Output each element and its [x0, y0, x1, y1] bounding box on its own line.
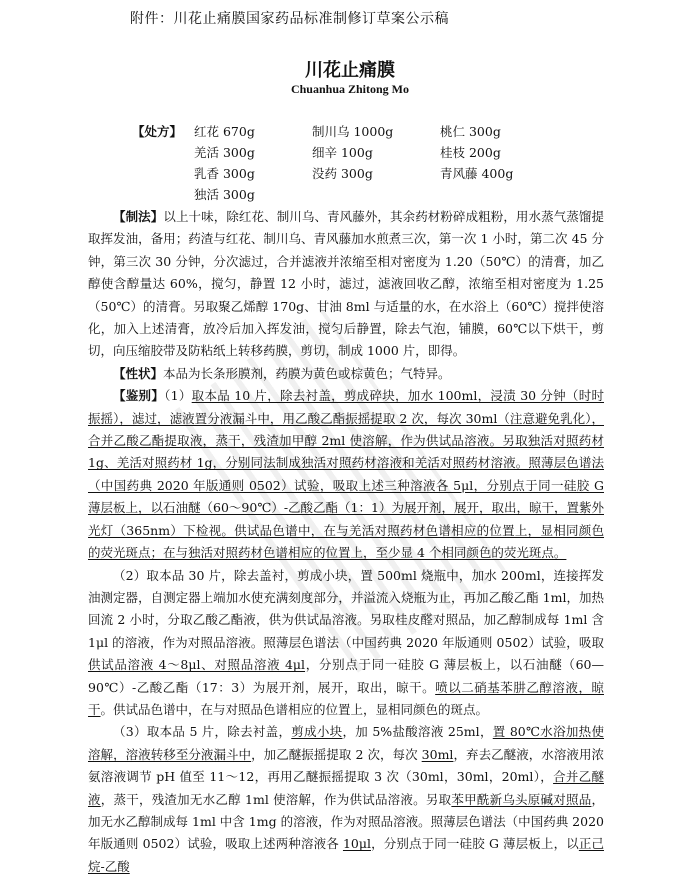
id3-text: ，加乙醚振摇提取 2 次，每次: [251, 746, 422, 762]
id3-text: （3）取本品 5 片，除去衬盖，: [113, 724, 292, 740]
formula-item: 独活 300g: [194, 187, 255, 202]
id2-text: ，分别点于同一硅胶 G 薄层板上，以石油醚（60—90℃）-乙酸乙酯（17：3）为展开剂，展开，取出，晾干。: [88, 657, 604, 695]
formula-item: 细辛 100g: [312, 145, 373, 160]
character-text: 本品为长条形膜剂，药膜为黄色或棕黄色；气特异。: [163, 365, 451, 381]
id3-underlined: 正己烷-乙酸: [88, 836, 604, 874]
formula-item: 桃仁 300g: [440, 124, 501, 139]
id3-text: ，蒸干，残渣加无水乙醇 1ml 使溶解，作为供试品溶液。另取: [100, 791, 452, 807]
id3-underlined: 剪成小块: [291, 724, 343, 740]
id1-text: 取本品 10 片，除去衬盖，剪成碎块，加水 100ml，浸渍 30 分钟（时时振摇），滤过，滤液置分液漏斗中，用乙酸乙酯振摇提取 2 次，每次 30ml（注意避免乳化），合并乙酸乙酯提取液，蒸干，残渣加甲醇 2ml 使溶解，作为供试品溶液。另取独活对照药材 1g、羌活对照药材 1g，分别同法制成独活对照药材溶液和羌活对照药材溶液。照薄层色谱法（中国药典 2020 年版通则 0502）试验，吸取上述三种溶液各 5μl，分别点于同一硅胶 G 薄层板上，以石油醚（60～90℃）-乙酸乙酯（1：1）为展开剂，展开，取出，晾干，置紫外光灯（365nm）下检视。供试品色谱中，在与羌活对照药材色谱相应的位置上，显相同颜色的荧光斑点；在与独活对照药材色谱相应的位置上，至少显 4 个相同颜色的荧光斑点。: [88, 388, 604, 561]
id3-underlined: 10μl: [342, 836, 371, 852]
id3-text: ，加 5%盐酸溶液 25ml，: [342, 724, 493, 740]
formula-item: 桂枝 200g: [440, 145, 501, 160]
id1-number: （1）: [164, 388, 192, 404]
preparation-paragraph: [88, 206, 604, 363]
id2-text: 。供试品色谱中，在与对照品色谱相应的位置上，显相同颜色的斑点。: [100, 701, 489, 717]
formula-item: 红花 670g: [194, 124, 255, 139]
id3-text: ，分别点于同一硅胶 G 薄层板上，以: [370, 836, 579, 852]
id2-underlined: 喷以二硝基苯肼乙醇溶液，晾干: [88, 679, 604, 717]
monograph-body: [88, 206, 604, 878]
formula-item: 乳香 300g: [194, 166, 255, 181]
character-label: 【性状】: [113, 365, 164, 381]
page-subtitle: Chuanhua Zhitong Mo: [290, 82, 410, 96]
id2-underlined: 供试品溶液 4～8μl、对照品溶液 4μl: [88, 657, 306, 673]
formula-label: 【处方】: [132, 124, 183, 139]
identification-label: 【鉴别】: [113, 388, 165, 404]
id3-underlined: 置 80℃水浴加热使溶解，溶液转移至分液漏斗中: [88, 724, 604, 762]
id3-text: ，加无水乙醇制成每 1ml 中含 1mg 的溶液，作为对照品溶液。照薄层色谱法（中国药典 2020 年版通则 0502）试验，吸取上述两种溶液各: [88, 791, 604, 852]
identification-paragraph-2: [88, 565, 604, 722]
formula-item: 羌活 300g: [194, 145, 255, 160]
preparation-label: 【制法】: [113, 209, 164, 224]
identification-paragraph-1: [88, 385, 604, 564]
identification-paragraph-3: [88, 721, 604, 878]
id3-underlined: 苯甲酰新乌头原碱对照品: [451, 791, 592, 807]
character-paragraph: [88, 363, 604, 385]
attachment-header: 附件：川花止痛膜国家药品标准制修订草案公示稿: [130, 11, 449, 27]
id3-underlined: 30ml: [421, 746, 454, 762]
formula-item: 没药 300g: [312, 166, 373, 181]
formula-item: 青风藤 400g: [440, 166, 514, 181]
id3-text: ，弃去乙醚液，水溶液用浓氨溶液调节 pH 值至 11～12，再用乙醚振摇提取 3 次（30ml，30ml，20ml），: [88, 746, 604, 785]
page-title: 川花止痛膜: [305, 60, 395, 81]
preparation-text: 以上十味，除红花、制川乌、青风藤外，其余药材粉碎成粗粉，用水蒸气蒸馏提取挥发油，备用；药渣与红花、制川乌、青风藤加水煎煮三次，第一次 1 小时，第二次 45 分钟，第三次 30 分钟，分次滤过，合并滤液并浓缩至相对密度为 1.20（50℃）的清膏，加乙醇使含醇量达 60%，搅匀，静置 12 小时，滤过，滤液回收乙醇，浓缩至相对密度为 1.25（50℃）的清膏。另取聚乙烯醇 170g、甘油 8ml 与适量的水，在水浴上（60℃）搅拌使溶化，加入上述清膏，放冷后加入挥发油，搅匀后静置，除去气泡，铺膜，60℃以下烘干，剪切，向压缩胶带及防粘纸上转移药膜，剪切，制成 1000 片，即得。: [88, 209, 604, 359]
formula-item: 制川乌 1000g: [312, 124, 394, 139]
id2-text: （2）取本品 30 片，除去盖衬，剪成小块，置 500ml 烧瓶中，加水 200ml，连接挥发油测定器，自测定器上端加水使充满刻度部分，并溢流入烧瓶为止，再加乙酸乙酯 1ml，加热回流 2 小时，分取乙酸乙酯液，供为供试品溶液。另取桂皮醛对照品，加乙醇制成每 1ml 含 1μl 的溶液，作为对照品溶液。照薄层色谱法（中国药典 2020 年版通则 0502）试验，吸取: [88, 567, 604, 650]
id3-underlined: 合并乙醚液: [88, 769, 604, 807]
